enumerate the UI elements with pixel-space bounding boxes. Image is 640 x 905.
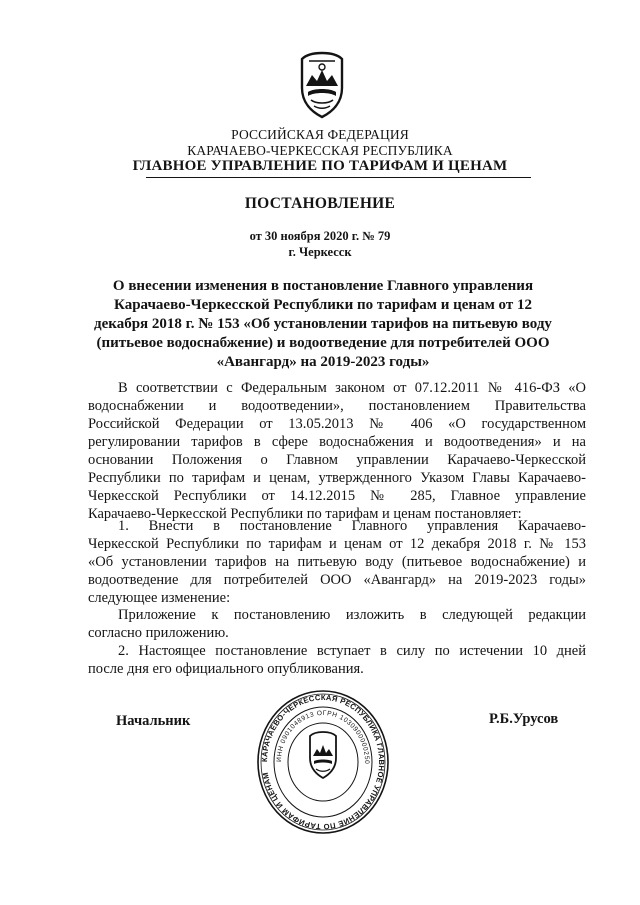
preamble-line: Республики по тарифам и ценам, утвержденного Указом Главы Карачаево- <box>88 470 586 486</box>
document-title <box>88 277 558 372</box>
item-1-line: Черкесской Республики по тарифам и ценам от 12 декабря 2018 г. № 153 <box>88 536 586 552</box>
document-place: г. Черкесск <box>288 245 352 259</box>
title-line: Карачаево-Черкесской Республики по тарифам и ценам от 12 <box>114 297 532 313</box>
item-2-paragraph <box>88 642 586 678</box>
item-2-line: после дня его официального опубликования. <box>88 661 364 677</box>
svg-text:ИНН 0901048913 ОГРН 1030900000 <box>276 710 370 765</box>
preamble-line: Карачаево-Черкесской Республики по тарифам и ценам постановляет: <box>88 506 522 522</box>
header-divider <box>146 177 531 178</box>
preamble-line: регулировании тарифов в сфере водоснабжения и водоотведения» и на <box>88 434 586 450</box>
preamble-line: Российской Федерации от 13.05.2013 № 406 «О государственном <box>88 416 586 432</box>
title-line: (питьевое водоснабжение) и водоотведение для потребителей ООО <box>96 335 550 351</box>
document-date-number: от 30 ноября 2020 г. № 79 <box>249 229 391 243</box>
official-seal <box>255 688 391 836</box>
signatory-name: Р.Б.Урусов <box>489 711 559 727</box>
item-1-line: следующее изменение: <box>88 590 231 606</box>
preamble-line: основании Положения о Главном управлении Карачаево-Черкесской <box>88 452 586 468</box>
title-line: «Авангард» на 2019-2023 годы» <box>216 354 430 370</box>
title-line: О внесении изменения в постановление Главного управления <box>112 278 534 294</box>
preamble-line: водоснабжении и водоотведении», постановлением Правительства <box>88 398 586 414</box>
header-authority: ГЛАВНОЕ УПРАВЛЕНИЕ ПО ТАРИФАМ И ЦЕНАМ <box>132 158 508 174</box>
item-1-line: 1. Внести в постановление Главного управления Карачаево- <box>118 518 586 534</box>
preamble-line: Черкесской Республики от 14.12.2015 № 285, Главное управление <box>88 488 586 504</box>
signatory-position: Начальник <box>116 713 191 729</box>
seal-outer-text: КАРАЧАЕВО-ЧЕРКЕССКАЯ РЕСПУБЛИКА ГЛАВНОЕ УПРАВЛЕНИЕ ПО ТАРИФАМ И ЦЕНАМ <box>259 692 387 832</box>
item-1-line: водоотведение для потребителей ООО «Авангард» на 2019-2023 годы» <box>88 572 586 588</box>
title-line: декабря 2018 г. № 153 «Об установлении тарифов на питьевую воду <box>94 316 552 332</box>
preamble-line: В соответствии с Федеральным законом от 07.12.2011 № 416-ФЗ «О <box>118 380 586 396</box>
item-1-line: «Об установлении тарифов на питьевую воду (питьевое водоснабжение) и <box>88 554 586 570</box>
appendix-line: Приложение к постановлению изложить в следующей редакции <box>118 607 586 623</box>
item-1-paragraph <box>88 517 586 607</box>
appendix-paragraph <box>88 606 586 642</box>
seal-inner-text: ИНН 0901048913 ОГРН 1030900000250 <box>275 709 371 765</box>
coat-of-arms-emblem <box>294 50 350 120</box>
header-republic: КАРАЧАЕВО-ЧЕРКЕССКАЯ РЕСПУБЛИКА <box>187 143 453 158</box>
preamble-paragraph <box>88 379 586 523</box>
header-country: РОССИЙСКАЯ ФЕДЕРАЦИЯ <box>231 127 409 142</box>
appendix-line: согласно приложению. <box>88 625 229 641</box>
item-2-line: 2. Настоящее постановление вступает в силу по истечении 10 дней <box>118 643 586 659</box>
document-type: ПОСТАНОВЛЕНИЕ <box>244 195 396 212</box>
